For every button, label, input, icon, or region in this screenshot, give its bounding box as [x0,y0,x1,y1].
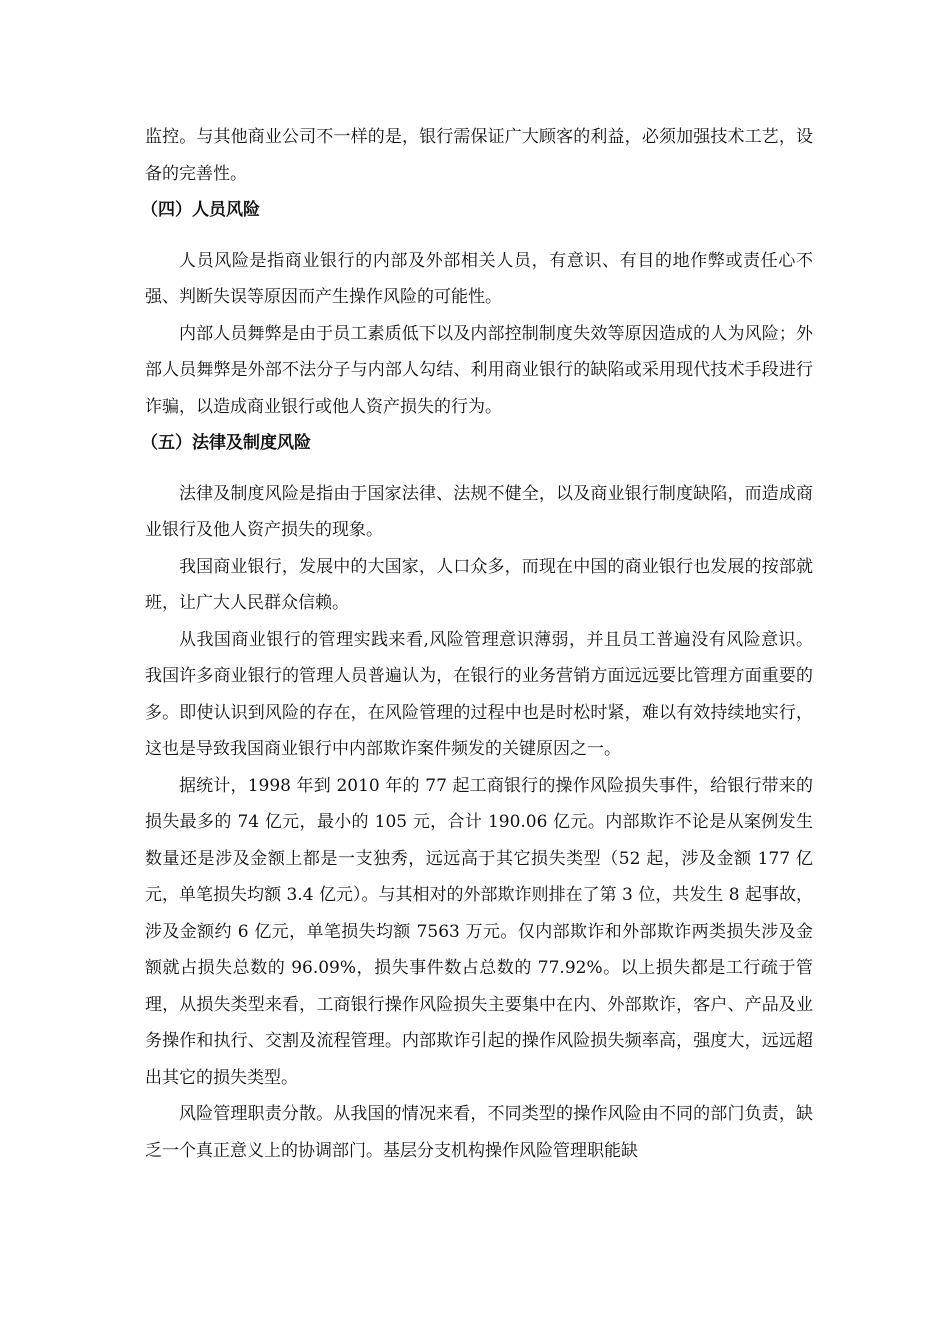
heading-spacer [145,229,813,243]
paragraph-personnel-1: 人员风险是指商业银行的内部及外部相关人员，有意识、有目的地作弊或责任心不强、判断失误等原因而产生操作风险的可能性。 [145,250,813,307]
paragraph-legal-1: 法律及制度风险是指由于国家法律、法规不健全，以及商业银行制度缺陷，而造成商业银行及他人资产损失的现象。 [145,483,813,540]
section-heading-personnel-risk: （四）人员风险 [141,200,260,220]
paragraph-legal-4: 据统计，1998 年到 2010 年的 77 起工商银行的操作风险损失事件，给银行带来的损失最多的 74 亿元，最小的 105 元，合计 190.06 亿元。内部欺诈不论是从案例发生数量还是涉及金额上都是一支独秀，远远高于其它损失类型（52 起，涉及金额 177 亿元，单笔损失均额 3.4 亿元）。与其相对的外部欺诈则排在了第 3 位，共发生 8 起事故，涉及金额约 6 亿元，单笔损失均额 7563 万元。仅内部欺诈和外部欺诈两类损失涉及金额就占损失总数的 96.09%，损失事件数占总数的 77.92%。以上损失都是工行疏于管理，从损失类型来看，工商银行操作风险损失主要集中在内、外部欺诈，客户、产品及业务操作和执行、交割及流程管理。内部欺诈引起的操作风险损失频率高，强度大，远远超出其它的损失类型。 [145,775,813,1088]
paragraph-intro: 监控。与其他商业公司不一样的是，银行需保证广大顾客的利益，必须加强技术工艺，设备的完善性。 [145,127,813,184]
paragraph-legal-5: 风险管理职责分散。从我国的情况来看，不同类型的操作风险由不同的部门负责，缺乏一个真正意义上的协调部门。基层分支机构操作风险管理职能缺 [145,1104,813,1161]
paragraph-legal-2: 我国商业银行，发展中的大国家，人口众多，而现在中国的商业银行也发展的按部就班，让广大人民群众信赖。 [145,556,813,613]
heading-spacer [145,462,813,476]
paragraph-legal-3: 从我国商业银行的管理实践来看,风险管理意识薄弱，并且员工普遍没有风险意识。我国许多商业银行的管理人员普遍认为，在银行的业务营销方面远远要比管理方面重要的多。即使认识到风险的存在，在风险管理的过程中也是时松时紧，难以有效持续地实行，这也是导致我国商业银行中内部欺诈案件频发的关键原因之一。 [145,629,813,759]
paragraph-personnel-2: 内部人员舞弊是由于员工素质低下以及内部控制制度失效等原因造成的人为风险；外部人员舞弊是外部不法分子与内部人勾结、利用商业银行的缺陷或采用现代技术手段进行诈骗，以造成商业银行或他人资产损失的行为。 [145,323,813,417]
document-body [141,119,813,1169]
section-heading-legal-risk: （五）法律及制度风险 [141,433,311,453]
